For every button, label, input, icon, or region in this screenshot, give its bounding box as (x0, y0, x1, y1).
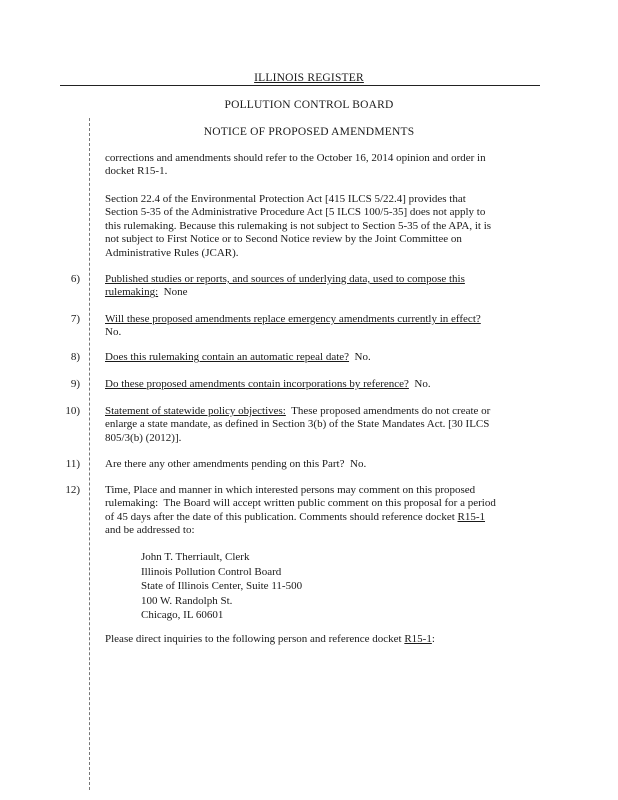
item-9-answer: No. (414, 378, 431, 390)
continuation-line: corrections and amendments should refer to the October 16, 2014 opinion and order in (105, 152, 486, 164)
item-12-answer: The Board will accept written public comment on this proposal for a period (163, 497, 496, 510)
item-7-question: Will these proposed amendments replace emergency amendments currently in effect? (105, 313, 481, 325)
item-12-question-cont: rulemaking: (105, 497, 159, 510)
inquiries-docket: R15-1 (404, 633, 432, 645)
register-title: ILLINOIS REGISTER (254, 72, 364, 84)
continuation-line: docket R15-1. (105, 165, 168, 178)
item-10 (105, 405, 545, 445)
item-number-12: 12) (65, 484, 80, 496)
address-city: Chicago, IL 60601 (141, 609, 224, 622)
paragraph-line: not subject to First Notice or to Second Notice review by the Joint Committee on (105, 233, 462, 246)
address-building: State of Illinois Center, Suite 11-500 (141, 580, 303, 593)
item-6-question: Published studies or reports, and sources of underlying data, used to compose this (105, 273, 465, 285)
item-number-10: 10) (65, 405, 80, 417)
item-8 (105, 351, 545, 364)
address-block (141, 550, 302, 623)
address-org: Illinois Pollution Control Board (141, 565, 282, 578)
item-10-line: 805/3(b) (2012)]. (105, 431, 182, 444)
inquiries-line (105, 633, 545, 646)
item-number-11: 11) (65, 458, 80, 470)
item-number-8: 8) (70, 351, 80, 363)
notice-title: NOTICE OF PROPOSED AMENDMENTS (203, 126, 415, 138)
paragraph-line: Administrative Rules (JCAR). (105, 246, 239, 259)
address-street: 100 W. Randolph St. (141, 594, 233, 607)
item-12-docket: R15-1 (457, 510, 486, 523)
inquiries-text: Please direct inquiries to the following person and reference docket (105, 633, 402, 645)
item-8-answer: No. (354, 351, 371, 363)
item-6-question-cont: rulemaking: (105, 286, 159, 299)
left-margin-line (89, 118, 90, 790)
agency-title: POLLUTION CONTROL BOARD (224, 99, 394, 111)
paragraph-line: Section 22.4 of the Environmental Protection Act [415 ILCS 5/22.4] provides that (105, 193, 466, 205)
item-12-line: and be addressed to: (105, 524, 195, 537)
item-12 (105, 484, 545, 538)
item-10-line: enlarge a state mandate, as defined in Section 3(b) of the State Mandates Act. [30 ILCS (105, 418, 490, 431)
item-9 (105, 378, 545, 391)
item-8-question: Does this rulemaking contain an automatic repeal date? (105, 351, 350, 363)
item-number-6: 6) (70, 273, 80, 285)
item-12-line: of 45 days after the date of this publication. Comments should reference docket (105, 510, 455, 523)
section-22-4-paragraph (105, 193, 545, 260)
item-10-answer: These proposed amendments do not create or (291, 405, 491, 417)
item-number-9: 9) (70, 378, 80, 390)
item-10-question: Statement of statewide policy objectives: (105, 405, 286, 417)
address-name: John T. Therriault, Clerk (141, 551, 250, 563)
item-6-answer: None (163, 286, 188, 299)
item-11 (105, 458, 545, 471)
item-12-question: Time, Place and manner in which interested persons may comment on this proposed (105, 484, 476, 496)
item-7 (105, 313, 545, 340)
item-11-question: Are there any other amendments pending on this Part? (105, 458, 345, 470)
continuation-paragraph (105, 152, 545, 179)
item-7-answer: No. (105, 326, 122, 339)
item-6 (105, 273, 545, 300)
paragraph-line: Section 5-35 of the Administrative Procedure Act [5 ILCS 100/5-35] does not apply to (105, 206, 486, 219)
paragraph-line: this rulemaking. Because this rulemaking is not subject to Section 5-35 of the APA, it is (105, 219, 492, 232)
header-rule (60, 85, 540, 86)
item-11-answer: No. (350, 458, 367, 470)
item-9-question: Do these proposed amendments contain incorporations by reference? (105, 378, 409, 390)
inquiries-colon: : (431, 633, 435, 645)
item-number-7: 7) (70, 313, 80, 325)
